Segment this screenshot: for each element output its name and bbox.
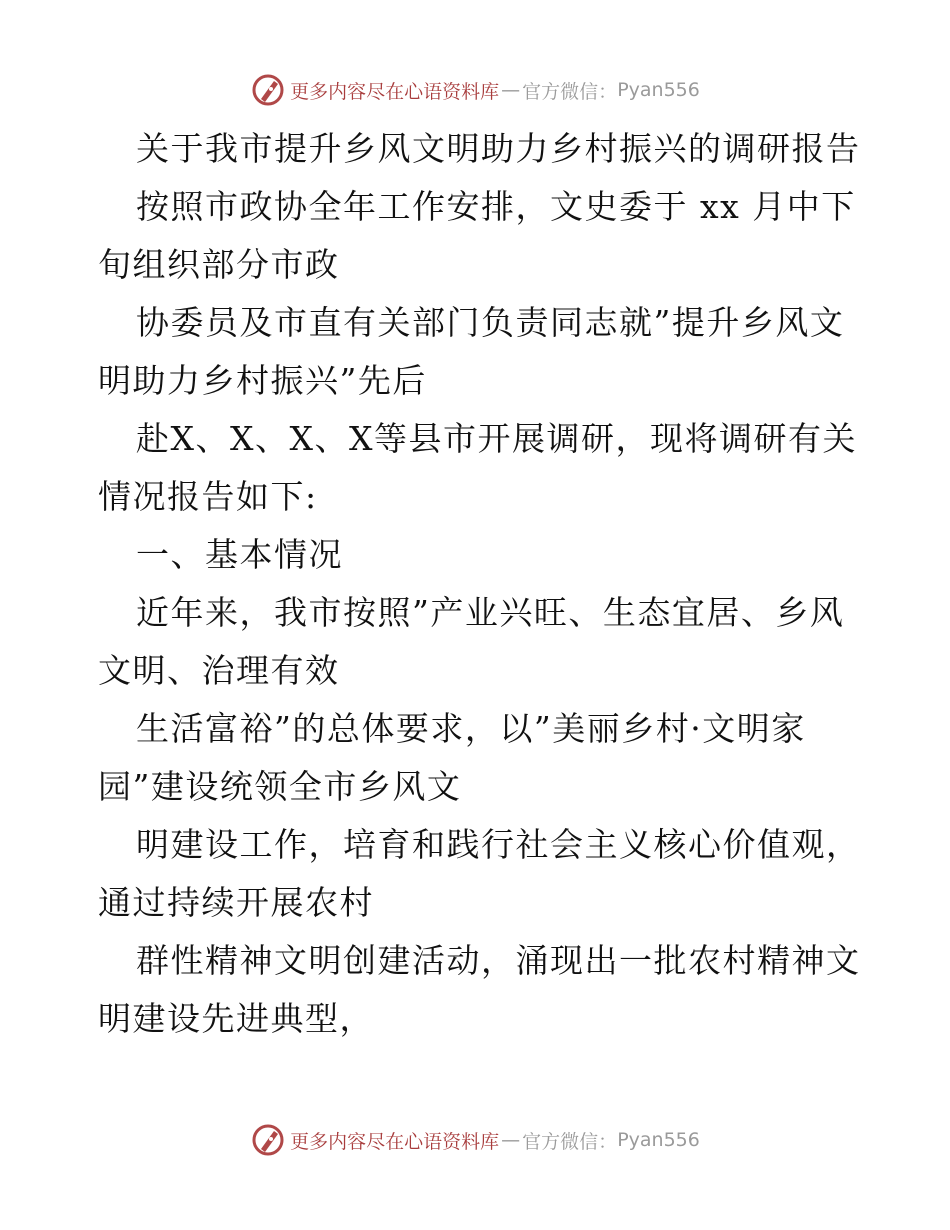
- document-body: [98, 120, 861, 1048]
- watermark-contact-value: Pyan556: [617, 1129, 700, 1151]
- watermark-footer: [0, 1120, 950, 1160]
- paragraph-line: 旬组织部分市政: [98, 245, 340, 284]
- fountain-pen-circle-logo-icon: [250, 72, 286, 108]
- watermark-contact-value: Pyan556: [617, 79, 700, 101]
- paragraph-line: 近年来，我市按照”产业兴旺、生态宜居、乡风: [136, 593, 845, 632]
- document-title: 关于我市提升乡风文明助力乡村振兴的调研报告: [136, 129, 861, 168]
- paragraph-line: 明建设工作，培育和践行社会主义核心价值观，: [136, 825, 861, 864]
- watermark-header: [0, 70, 950, 110]
- watermark-brand: 更多内容尽在心语资料库: [290, 1130, 500, 1153]
- fountain-pen-circle-logo-icon: [250, 1122, 286, 1158]
- watermark-contact-label: 官方微信：: [522, 1130, 618, 1153]
- watermark-separator: —: [501, 1129, 521, 1151]
- paragraph-line: 协委员及市直有关部门负责同志就”提升乡风文: [136, 303, 845, 342]
- paragraph-line: 明建设先进典型，: [98, 999, 374, 1038]
- paragraph-line: 通过持续开展农村: [98, 883, 374, 922]
- section-heading: 一、基本情况: [136, 535, 343, 574]
- watermark-brand: 更多内容尽在心语资料库: [290, 80, 500, 103]
- paragraph-line: 赴X、X、X、X等县市开展调研，现将调研有关: [136, 419, 857, 458]
- paragraph-line: 生活富裕”的总体要求，以”美丽乡村·文明家: [136, 709, 806, 748]
- paragraph-line: 文明、治理有效: [98, 651, 340, 690]
- paragraph-line: 情况报告如下:: [98, 477, 318, 516]
- watermark-separator: —: [501, 79, 521, 101]
- paragraph-line: 群性精神文明创建活动，涌现出一批农村精神文: [136, 941, 861, 980]
- paragraph-line: 明助力乡村振兴”先后: [98, 361, 427, 400]
- paragraph-line: 按照市政协全年工作安排，文史委于 xx 月中下: [136, 187, 856, 226]
- paragraph-line: 园”建设统领全市乡风文: [98, 767, 462, 806]
- watermark-contact-label: 官方微信：: [522, 80, 618, 103]
